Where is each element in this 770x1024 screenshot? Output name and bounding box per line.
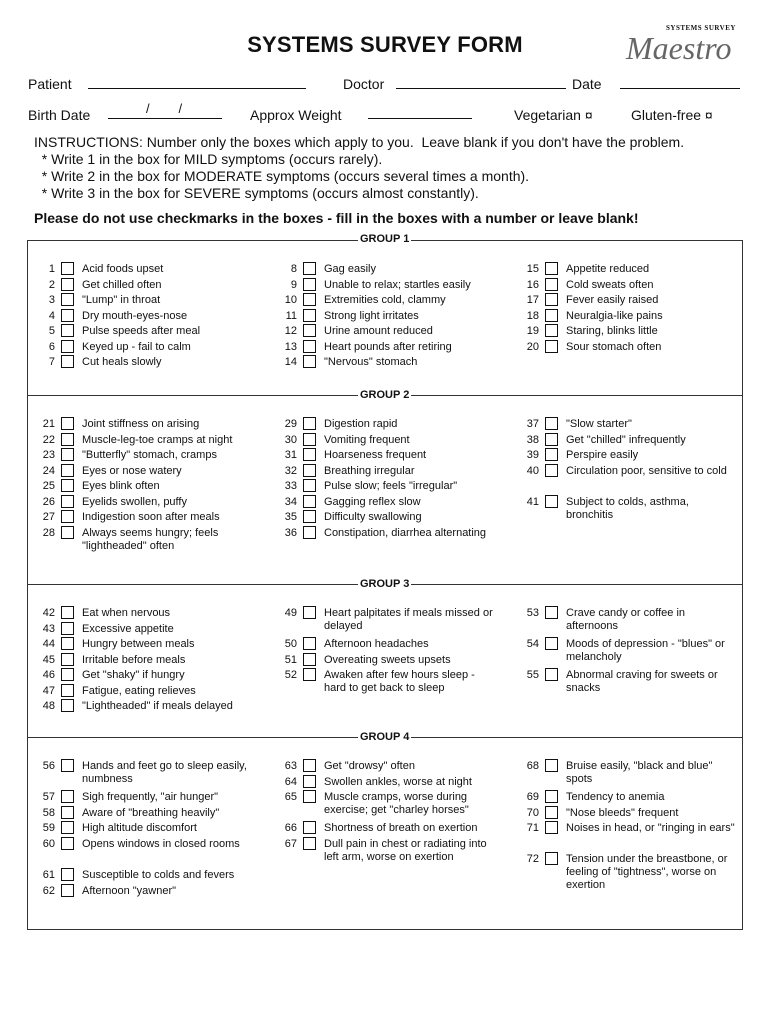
- symptom-entry-box[interactable]: [61, 309, 74, 322]
- item-number: 55: [526, 669, 539, 681]
- item-number: 65: [284, 791, 297, 803]
- symptom-entry-box[interactable]: [303, 510, 316, 523]
- item-number: 21: [42, 418, 55, 430]
- item-number: 45: [42, 654, 55, 666]
- symptom-label: Gagging reflex slow: [324, 496, 421, 508]
- item-number: 40: [526, 465, 539, 477]
- symptom-label: Get "chilled" infrequently: [566, 434, 686, 446]
- instructions-line: * Write 2 in the box for MODERATE symptoms (occurs several times a month).: [34, 168, 530, 184]
- symptom-entry-box[interactable]: [545, 278, 558, 291]
- item-number: 20: [526, 341, 539, 353]
- symptom-entry-box[interactable]: [61, 806, 74, 819]
- symptom-entry-box[interactable]: [61, 526, 74, 539]
- symptom-label: Pulse speeds after meal: [82, 325, 201, 337]
- item-number: 11: [285, 310, 297, 322]
- birth-date-field[interactable]: [108, 118, 222, 119]
- item-number: 36: [284, 527, 297, 539]
- item-number: 48: [42, 700, 55, 712]
- item-number: 15: [526, 263, 539, 275]
- symptom-label: Neuralgia-like pains: [566, 310, 663, 322]
- symptom-entry-box[interactable]: [303, 448, 316, 461]
- symptom-entry-box[interactable]: [545, 790, 558, 803]
- item-number: 23: [42, 449, 55, 461]
- symptom-entry-box[interactable]: [545, 340, 558, 353]
- group-4-label: GROUP 4: [360, 731, 410, 743]
- symptom-label: High altitude discomfort: [82, 822, 197, 834]
- symptom-entry-box[interactable]: [545, 606, 558, 619]
- symptom-label: Dull pain in chest or radiating into left arm, worse on exertion: [324, 838, 487, 863]
- item-number: 10: [284, 294, 297, 306]
- symptom-label: Excessive appetite: [82, 623, 174, 635]
- symptom-entry-box[interactable]: [545, 448, 558, 461]
- patient-label: Patient: [28, 76, 72, 92]
- symptom-label: "Lump" in throat: [82, 294, 161, 306]
- symptom-entry-box[interactable]: [61, 759, 74, 772]
- symptom-entry-box[interactable]: [303, 278, 316, 291]
- item-number: 17: [526, 294, 539, 306]
- symptom-entry-box[interactable]: [303, 324, 316, 337]
- symptom-label: Breathing irregular: [324, 465, 415, 477]
- item-number: 16: [526, 279, 539, 291]
- symptom-entry-box[interactable]: [61, 448, 74, 461]
- symptom-entry-box[interactable]: [61, 699, 74, 712]
- item-number: 5: [48, 325, 55, 337]
- symptom-label: Fatigue, eating relieves: [82, 685, 196, 697]
- symptom-entry-box[interactable]: [303, 479, 316, 492]
- symptom-label: Gag easily: [324, 263, 376, 275]
- symptom-entry-box[interactable]: [61, 417, 74, 430]
- symptom-entry-box[interactable]: [303, 668, 316, 681]
- symptom-label: Get "shaky" if hungry: [82, 669, 185, 681]
- symptom-label: Shortness of breath on exertion: [324, 822, 478, 834]
- symptom-entry-box[interactable]: [545, 637, 558, 650]
- logo-small-text: SYSTEMS SURVEY: [666, 24, 736, 32]
- symptom-entry-box[interactable]: [545, 668, 558, 681]
- item-number: 26: [42, 496, 55, 508]
- symptom-label: Opens windows in closed rooms: [82, 838, 240, 850]
- item-number: 69: [526, 791, 539, 803]
- item-number: 49: [284, 607, 297, 619]
- symptom-label: Noises in head, or "ringing in ears": [566, 822, 735, 834]
- item-number: 35: [284, 511, 297, 523]
- symptom-entry-box[interactable]: [303, 262, 316, 275]
- symptom-entry-box[interactable]: [303, 759, 316, 772]
- symptom-entry-box[interactable]: [61, 637, 74, 650]
- item-number: 3: [48, 294, 55, 306]
- item-number: 68: [526, 760, 539, 772]
- symptom-label: Get chilled often: [82, 279, 162, 291]
- symptom-entry-box[interactable]: [61, 495, 74, 508]
- symptom-label: Staring, blinks little: [566, 325, 658, 337]
- item-number: 71: [526, 822, 539, 834]
- item-number: 42: [42, 607, 55, 619]
- item-number: 34: [284, 496, 297, 508]
- group-1-label: GROUP 1: [360, 233, 410, 245]
- symptom-label: Dry mouth-eyes-nose: [82, 310, 188, 322]
- symptom-label: Tendency to anemia: [566, 791, 665, 803]
- symptom-entry-box[interactable]: [61, 464, 74, 477]
- symptom-label: Muscle cramps, worse during exercise; get "charley horses": [324, 791, 469, 816]
- symptom-entry-box[interactable]: [545, 262, 558, 275]
- symptom-label: Bruise easily, "black and blue" spots: [566, 760, 713, 785]
- item-number: 62: [42, 885, 55, 897]
- symptom-label: Unable to relax; startles easily: [324, 279, 471, 291]
- symptom-entry-box[interactable]: [303, 464, 316, 477]
- symptom-entry-box[interactable]: [303, 309, 316, 322]
- symptom-entry-box[interactable]: [61, 340, 74, 353]
- item-number: 53: [526, 607, 539, 619]
- symptom-entry-box[interactable]: [545, 293, 558, 306]
- item-number: 56: [42, 760, 55, 772]
- symptom-entry-box[interactable]: [61, 433, 74, 446]
- item-number: 72: [526, 853, 539, 865]
- symptom-entry-box[interactable]: [303, 417, 316, 430]
- symptom-label: Eat when nervous: [82, 607, 171, 619]
- symptom-label: Irritable before meals: [82, 654, 186, 666]
- symptom-label: Digestion rapid: [324, 418, 398, 430]
- symptom-entry-box[interactable]: [61, 355, 74, 368]
- symptom-entry-box[interactable]: [61, 868, 74, 881]
- symptom-entry-box[interactable]: [545, 495, 558, 508]
- symptom-label: Subject to colds, asthma, bronchitis: [566, 496, 689, 521]
- symptom-entry-box[interactable]: [303, 837, 316, 850]
- symptom-entry-box[interactable]: [545, 821, 558, 834]
- symptom-label: Get "drowsy" often: [324, 760, 415, 772]
- vegetarian-option[interactable]: Vegetarian ¤: [514, 107, 593, 123]
- instructions-line: INSTRUCTIONS: Number only the boxes which apply to you. Leave blank if you don't have the problem.: [34, 134, 685, 150]
- birth-date-slashes: / /: [146, 101, 183, 116]
- item-number: 39: [526, 449, 539, 461]
- symptom-label: Eyes or nose watery: [82, 465, 182, 477]
- symptom-entry-box[interactable]: [61, 837, 74, 850]
- symptom-label: Fever easily raised: [566, 294, 659, 306]
- item-number: 9: [290, 279, 297, 291]
- birth-date-label: Birth Date: [28, 107, 91, 123]
- symptom-label: Sour stomach often: [566, 341, 662, 353]
- item-number: 2: [48, 279, 55, 291]
- symptom-label: Constipation, diarrhea alternating: [324, 527, 487, 539]
- instructions-line: * Write 3 in the box for SEVERE symptoms (occurs almost constantly).: [34, 185, 479, 201]
- item-number: 18: [526, 310, 539, 322]
- symptom-entry-box[interactable]: [303, 355, 316, 368]
- symptom-label: "Nose bleeds" frequent: [566, 807, 679, 819]
- symptom-entry-box[interactable]: [303, 340, 316, 353]
- symptom-entry-box[interactable]: [61, 479, 74, 492]
- item-number: 51: [284, 654, 297, 666]
- symptom-label: Sigh frequently, "air hunger": [82, 791, 219, 803]
- gluten-free-option[interactable]: Gluten-free ¤: [631, 107, 713, 123]
- symptom-entry-box[interactable]: [61, 606, 74, 619]
- item-number: 59: [42, 822, 55, 834]
- approx-weight-field[interactable]: [368, 118, 472, 119]
- symptom-entry-box[interactable]: [61, 684, 74, 697]
- symptom-label: Difficulty swallowing: [324, 511, 422, 523]
- symptom-label: Hoarseness frequent: [324, 449, 427, 461]
- symptom-label: Awaken after few hours sleep - hard to get back to sleep: [324, 669, 475, 694]
- symptom-label: Afternoon headaches: [324, 638, 429, 650]
- item-number: 31: [284, 449, 297, 461]
- symptom-entry-box[interactable]: [303, 821, 316, 834]
- instructions: [34, 134, 684, 202]
- symptom-label: Eyelids swollen, puffy: [82, 496, 187, 508]
- item-number: 52: [284, 669, 297, 681]
- symptom-entry-box[interactable]: [61, 293, 74, 306]
- date-label: Date: [572, 76, 602, 92]
- maestro-logo: [620, 24, 750, 68]
- doctor-field[interactable]: [396, 88, 566, 89]
- symptom-entry-box[interactable]: [303, 495, 316, 508]
- symptom-label: "Butterfly" stomach, cramps: [82, 449, 217, 461]
- symptom-entry-box[interactable]: [61, 622, 74, 635]
- item-number: 44: [42, 638, 55, 650]
- symptom-entry-box[interactable]: [545, 417, 558, 430]
- item-number: 27: [42, 511, 55, 523]
- symptom-label: Indigestion soon after meals: [82, 511, 220, 523]
- symptom-label: Hungry between meals: [82, 638, 195, 650]
- symptom-entry-box[interactable]: [303, 790, 316, 803]
- symptom-label: Keyed up - fail to calm: [82, 341, 191, 353]
- symptom-label: Perspire easily: [566, 449, 639, 461]
- item-number: 22: [42, 434, 55, 446]
- page-title: SYSTEMS SURVEY FORM: [247, 32, 523, 57]
- symptom-label: Abnormal craving for sweets or snacks: [566, 669, 718, 694]
- item-number: 12: [284, 325, 297, 337]
- symptom-entry-box[interactable]: [545, 806, 558, 819]
- symptom-label: "Nervous" stomach: [324, 356, 418, 368]
- item-number: 32: [284, 465, 297, 477]
- instructions-line: * Write 1 in the box for MILD symptoms (occurs rarely).: [34, 151, 383, 167]
- item-number: 50: [284, 638, 297, 650]
- logo-big-text: Maestro: [626, 30, 732, 66]
- date-field[interactable]: [620, 88, 740, 89]
- item-number: 33: [284, 480, 297, 492]
- symptom-entry-box[interactable]: [61, 653, 74, 666]
- symptom-label: Strong light irritates: [324, 310, 419, 322]
- item-number: 29: [284, 418, 297, 430]
- symptom-entry-box[interactable]: [545, 464, 558, 477]
- symptom-label: Overeating sweets upsets: [324, 654, 451, 666]
- item-number: 24: [42, 465, 55, 477]
- symptom-entry-box[interactable]: [61, 668, 74, 681]
- symptom-label: "Lightheaded" if meals delayed: [82, 700, 233, 712]
- group-3-label: GROUP 3: [360, 578, 410, 590]
- checkmark-warning: Please do not use checkmarks in the boxes - fill in the boxes with a number or leave blank!: [34, 210, 639, 226]
- item-number: 19: [526, 325, 539, 337]
- symptom-label: Pulse slow; feels "irregular": [324, 480, 458, 492]
- symptom-entry-box[interactable]: [303, 433, 316, 446]
- symptom-entry-box[interactable]: [545, 309, 558, 322]
- item-number: 57: [42, 791, 55, 803]
- item-number: 4: [48, 310, 55, 322]
- item-number: 14: [284, 356, 297, 368]
- item-number: 1: [48, 263, 55, 275]
- item-number: 58: [42, 807, 55, 819]
- symptom-label: Circulation poor, sensitive to cold: [566, 465, 727, 477]
- symptom-label: Muscle-leg-toe cramps at night: [82, 434, 233, 446]
- symptom-entry-box[interactable]: [545, 324, 558, 337]
- item-number: 66: [284, 822, 297, 834]
- symptom-label: Susceptible to colds and fevers: [82, 869, 235, 881]
- symptom-label: "Slow starter": [566, 418, 632, 430]
- symptom-entry-box[interactable]: [303, 606, 316, 619]
- item-number: 54: [526, 638, 539, 650]
- symptom-entry-box[interactable]: [61, 278, 74, 291]
- item-number: 67: [284, 838, 297, 850]
- symptom-label: Aware of "breathing heavily": [82, 807, 220, 819]
- doctor-label: Doctor: [343, 76, 385, 92]
- item-number: 70: [526, 807, 539, 819]
- symptom-entry-box[interactable]: [545, 759, 558, 772]
- item-number: 41: [526, 496, 539, 508]
- symptom-label: Cut heals slowly: [82, 356, 162, 368]
- symptom-entry-box[interactable]: [303, 637, 316, 650]
- item-number: 37: [526, 418, 539, 430]
- symptom-entry-box[interactable]: [545, 433, 558, 446]
- symptom-label: Urine amount reduced: [324, 325, 433, 337]
- item-number: 13: [284, 341, 297, 353]
- symptom-label: Heart pounds after retiring: [324, 341, 452, 353]
- item-number: 60: [42, 838, 55, 850]
- symptom-entry-box[interactable]: [61, 821, 74, 834]
- symptom-entry-box[interactable]: [61, 884, 74, 897]
- symptom-entry-box[interactable]: [303, 653, 316, 666]
- symptom-label: Afternoon "yawner": [82, 885, 177, 897]
- item-number: 7: [48, 356, 55, 368]
- symptom-label: Vomiting frequent: [324, 434, 410, 446]
- item-number: 61: [42, 869, 55, 881]
- symptom-entry-box[interactable]: [545, 852, 558, 865]
- patient-field[interactable]: [88, 88, 306, 89]
- group-2-label: GROUP 2: [360, 389, 410, 401]
- item-number: 6: [48, 341, 55, 353]
- symptom-label: Hands and feet go to sleep easily, numbness: [82, 760, 247, 785]
- item-number: 46: [42, 669, 55, 681]
- symptom-entry-box[interactable]: [303, 775, 316, 788]
- symptom-label: Joint stiffness on arising: [82, 418, 200, 430]
- symptom-label: Cold sweats often: [566, 279, 654, 291]
- item-number: 63: [284, 760, 297, 772]
- symptom-entry-box[interactable]: [61, 262, 74, 275]
- symptom-label: Moods of depression - "blues" or melancholy: [566, 638, 725, 663]
- item-number: 28: [42, 527, 55, 539]
- approx-weight-label: Approx Weight: [250, 107, 342, 123]
- item-number: 38: [526, 434, 539, 446]
- symptom-label: Eyes blink often: [82, 480, 160, 492]
- symptom-label: Appetite reduced: [566, 263, 650, 275]
- symptom-label: Always seems hungry; feels "lightheaded" often: [82, 527, 219, 552]
- item-number: 43: [42, 623, 55, 635]
- item-number: 8: [290, 263, 297, 275]
- symptom-entry-box[interactable]: [303, 293, 316, 306]
- symptom-label: Swollen ankles, worse at night: [324, 776, 472, 788]
- symptom-label: Heart palpitates if meals missed or delayed: [324, 607, 493, 632]
- item-number: 25: [42, 480, 55, 492]
- item-number: 64: [284, 776, 297, 788]
- symptom-entry-box[interactable]: [303, 526, 316, 539]
- symptom-entry-box[interactable]: [61, 324, 74, 337]
- symptom-entry-box[interactable]: [61, 510, 74, 523]
- symptom-label: Acid foods upset: [82, 263, 164, 275]
- item-number: 30: [284, 434, 297, 446]
- symptom-label: Tension under the breastbone, or feeling of "tightness", worse on exertion: [566, 853, 728, 891]
- symptom-label: Extremities cold, clammy: [324, 294, 446, 306]
- item-number: 47: [42, 685, 55, 697]
- symptom-label: Crave candy or coffee in afternoons: [566, 607, 686, 632]
- symptom-entry-box[interactable]: [61, 790, 74, 803]
